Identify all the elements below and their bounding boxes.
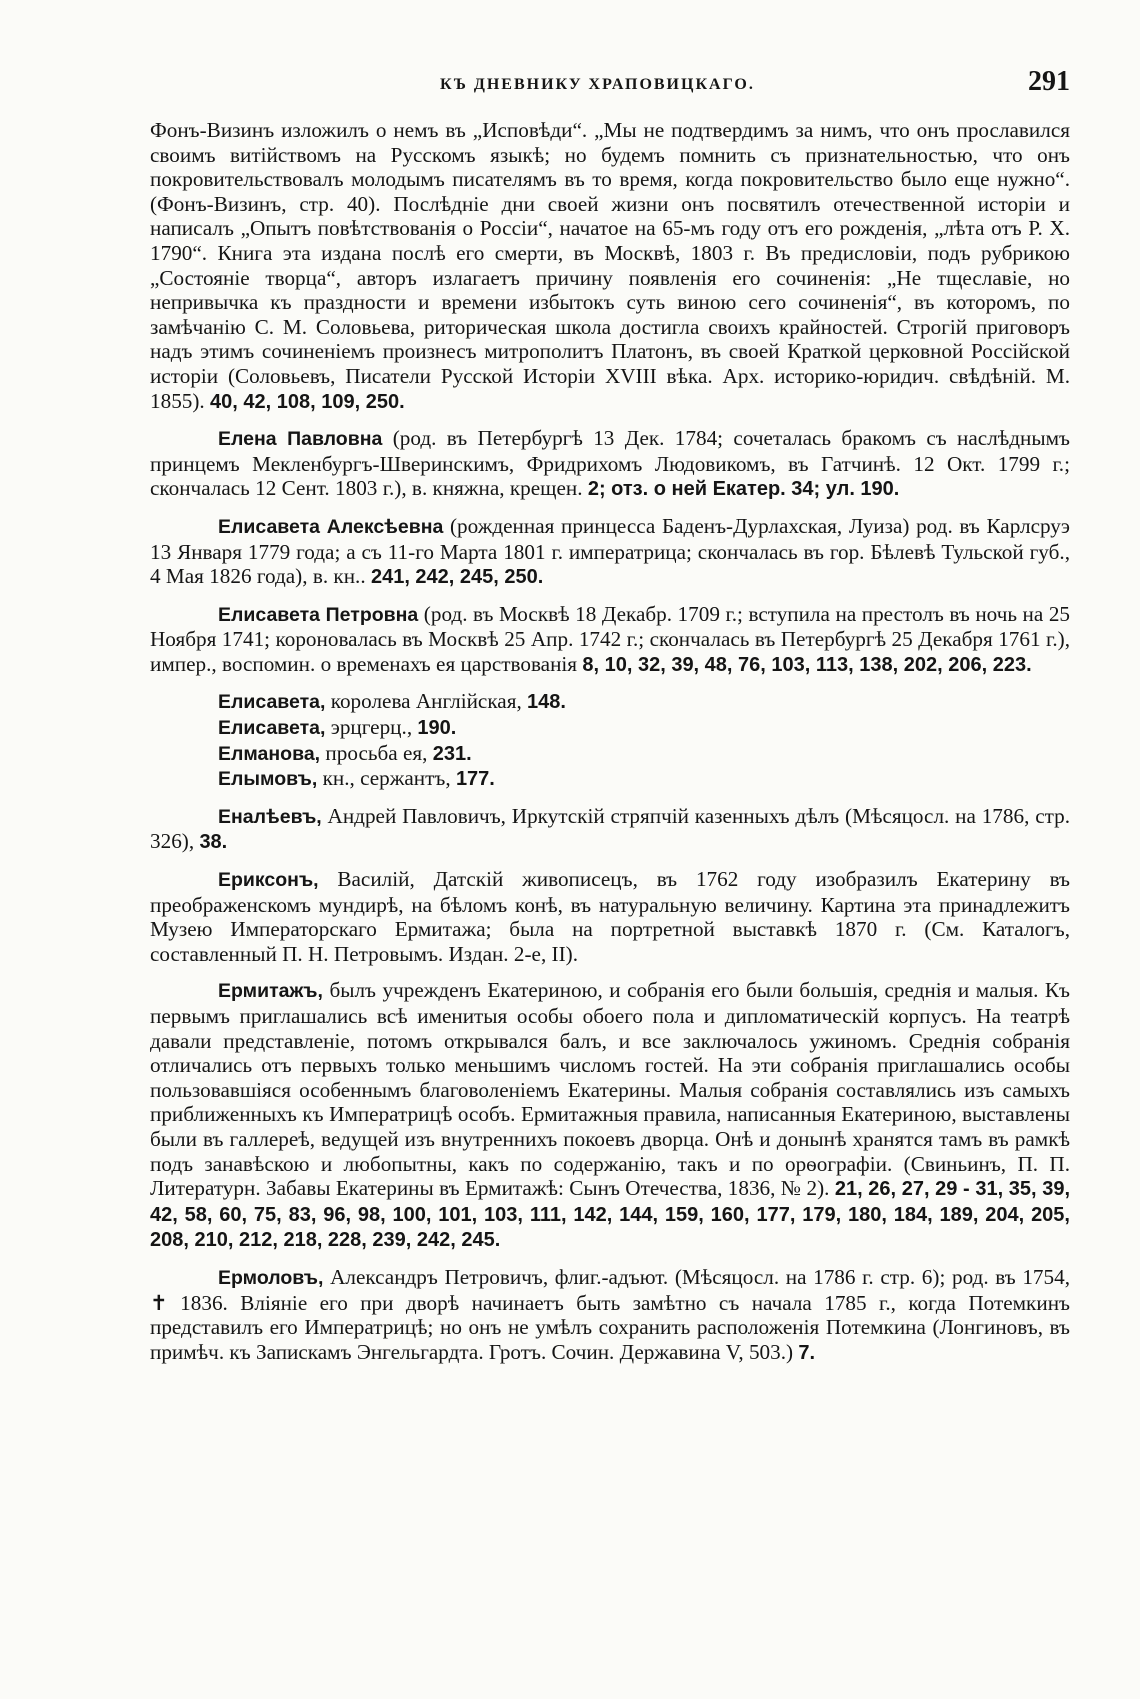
page-header	[150, 66, 1070, 106]
entry-elmanova	[150, 741, 1070, 767]
entry-elisaveta-petrovna	[150, 602, 1070, 678]
entry-text: (род. въ Москвѣ 18 Декабр. 1709 г.; вступила на престолъ въ ночь на 25 Ноября 1741; короновалась въ Москвѣ 25 Апр. 1742 г.; скончалась въ Петербургѣ 25 Декабря 1761 г.), импер., воспомин. о временахъ ея царствованія	[150, 601, 1071, 676]
entry-text: Фонъ-Визинъ изложилъ о немъ въ „Исповѣди“. „Мы не подтвердимъ за нимъ, что онъ прославился своимъ витійствомъ на Русскомъ языкѣ; но будемъ помнить съ признательностью, что онъ покровительствовалъ молодымъ писателямъ въ то время, когда покровительство было еще нужно“. (Фонъ-Визинъ, стр. 40). Послѣдніе дни своей жизни онъ посвятилъ отечественной исторіи и написалъ „Опытъ повѣтствованія о Россіи“, начатое на 65-мъ году отъ его рожденія, „лѣта отъ Р. Х. 1790“. Книга эта издана послѣ его смерти, въ Москвѣ, 1803 г. Въ предисловіи, подъ рубрикою „Состояніе творца“, авторъ излагаетъ причину появленія его сочиненія: „Не тщеславіе, но непривычка къ праздности и времени избытокъ суть виною сего сочиненія“, въ которомъ, по замѣчанію С. М. Соловьева, риторическая школа достигла своихъ крайностей. Строгій приговоръ надъ этимъ сочиненіемъ произнесъ митрополитъ Платонъ, въ своей Краткой церковной Россійской исторіи (Соловьевъ, Писатели Русской Исторіи XVIII вѣка. Арх. историко-юридич. свѣдѣній. М. 1855).	[150, 118, 1070, 413]
entry-elena-pavlovna	[150, 426, 1070, 502]
entry-refs: 40, 42, 108, 109, 250.	[210, 390, 405, 413]
running-title: КЪ ДНЕВНИКУ ХРАПОВИЦКАГО.	[440, 76, 755, 93]
entry-enaleev	[150, 804, 1070, 855]
entry-refs: 148.	[527, 691, 566, 714]
document-body	[150, 118, 1070, 1377]
entry-refs: 2; отз. о ней Екатер. 34; ул. 190.	[587, 478, 900, 501]
entry-refs: 21, 26, 27, 29 - 31, 35, 39, 42, 58, 60, 75, 83, 96, 98, 100, 101, 103, 111, 142, 144, 159, 160, 177, 179, 180, 184, 189, 204, 205, 208, 210, 212, 218, 228, 239, 242, 245.	[150, 1178, 1071, 1252]
entry-headword: Елисавета,	[218, 717, 326, 740]
entry-elisaveta-alekseevna	[150, 514, 1070, 590]
entry-text: эрцгерц.,	[330, 715, 413, 740]
entry-headword: Елена Павловна	[218, 428, 383, 451]
entry-text: Василій, Датскій живописецъ, въ 1762 году изобразилъ Екатерину въ преображенскомъ мундирѣ, на бѣломъ конѣ, въ натуральную величину. Картина эта принадлежитъ Музею Императорскаго Ермитажа; была на портретной выставкѣ 1870 г. (См. Каталогъ, составленный П. Н. Петровымъ. Издан. 2-е, II).	[150, 867, 1070, 966]
entry-headword: Ериксонъ,	[218, 869, 319, 892]
entry-text: просьба ея,	[325, 740, 428, 765]
entry-text: (род. въ Петербургѣ 13 Дек. 1784; сочеталась бракомъ съ наслѣднымъ принцемъ Мекленбургъ-Шверинскимъ, Фридрихомъ Людовикомъ, въ Гатчинѣ. 12 Окт. 1799 г.; скончалась 12 Сент. 1803 г.), в. княжна, крещен.	[150, 426, 1070, 501]
entry-text: королева Англійская,	[330, 689, 522, 714]
entry-headword: Елымовъ,	[218, 768, 318, 791]
entry-headword: Елисавета,	[218, 691, 326, 714]
entry-text: Александръ Петровичъ, флиг.-адъют. (Мѣсяцосл. на 1786 г. стр. 6); род. въ 1754, ✝ 1836. Вліяніе его при дворѣ начинаетъ быть замѣтно съ начала 1785 г., когда Потемкинъ представилъ его Императрицѣ; но онъ не умѣлъ сохранить расположенія Потемкина (Лонгиновъ, въ примѣч. къ Запискамъ Энгельгардта. Гротъ. Сочин. Державина V, 503.)	[150, 1264, 1070, 1364]
entry-headword: Елисавета Петровна	[218, 603, 419, 626]
entry-headword: Елисавета Алексѣевна	[218, 515, 444, 538]
entry-hermitage	[150, 978, 1070, 1253]
entry-refs: 177.	[455, 768, 495, 791]
entry-refs: 7.	[798, 1341, 816, 1364]
entry-text: (рожденная принцесса Баденъ-Дурлахская, Луиза) род. въ Карлсруэ 13 Января 1779 года; а съ 11-го Марта 1801 г. императрица; скончалась въ гор. Бѣлевѣ Тульской губ., 4 Мая 1826 года), в. кн..	[150, 513, 1070, 589]
entry-eriksen	[150, 867, 1070, 966]
page-number: 291	[1028, 66, 1070, 97]
entry-refs: 190.	[417, 717, 457, 740]
entry-headword: Елманова,	[218, 742, 321, 765]
entry-refs: 231.	[432, 742, 472, 765]
entry-text: былъ учрежденъ Екатериною, и собранія его были большія, среднія и малыя. Къ первымъ приглашались всѣ именитыя особы обоего пола и дипломатическій корпусъ. На театрѣ давали представленіе, потомъ открывался балъ, и все заключалось ужиномъ. Среднія собранія отличались отъ первыхъ только меньшимъ числомъ гостей. На эти собранія приглашались особы пользовавшіяся особеннымъ благоволеніемъ Екатерины. Малыя собранія составлялись изъ самыхъ приближенныхъ къ Императрицѣ особъ. Ермитажныя правила, написанныя Екатериною, выставлены были въ галлереѣ, ведущей изъ внутреннихъ покоевъ дворца. Онѣ и донынѣ хранятся тамъ въ рамкѣ подъ занавѣскою и любопытны, какъ по содержанію, такъ и по орѳографіи. (Свиньинъ, П. П. Литературн. Забавы Екатерины въ Ермитажѣ: Сынъ Отечества, 1836, № 2).	[150, 978, 1070, 1201]
entry-refs: 8, 10, 32, 39, 48, 76, 103, 113, 138, 202, 206, 223.	[582, 653, 1032, 676]
short-entries	[150, 689, 1070, 791]
entry-headword: Еналѣевъ,	[218, 805, 322, 828]
entry-elisaveta-queen	[150, 689, 1070, 715]
entry-headword: Ермоловъ,	[218, 1266, 324, 1289]
entry-refs: 241, 242, 245, 250.	[370, 566, 544, 589]
entry-refs: 38.	[199, 831, 228, 854]
entry-ermolov	[150, 1265, 1070, 1365]
entry-text: Андрей Павловичъ, Иркутскій стряпчій казенныхъ дѣлъ (Мѣсяцосл. на 1786, стр. 326),	[150, 803, 1071, 854]
entry-fonvizin-continuation	[150, 118, 1070, 414]
entry-elisaveta-archduchess	[150, 715, 1070, 741]
entry-headword: Ермитажъ,	[218, 980, 323, 1003]
entry-elymov	[150, 766, 1070, 792]
entry-text: кн., сержантъ,	[322, 766, 451, 791]
